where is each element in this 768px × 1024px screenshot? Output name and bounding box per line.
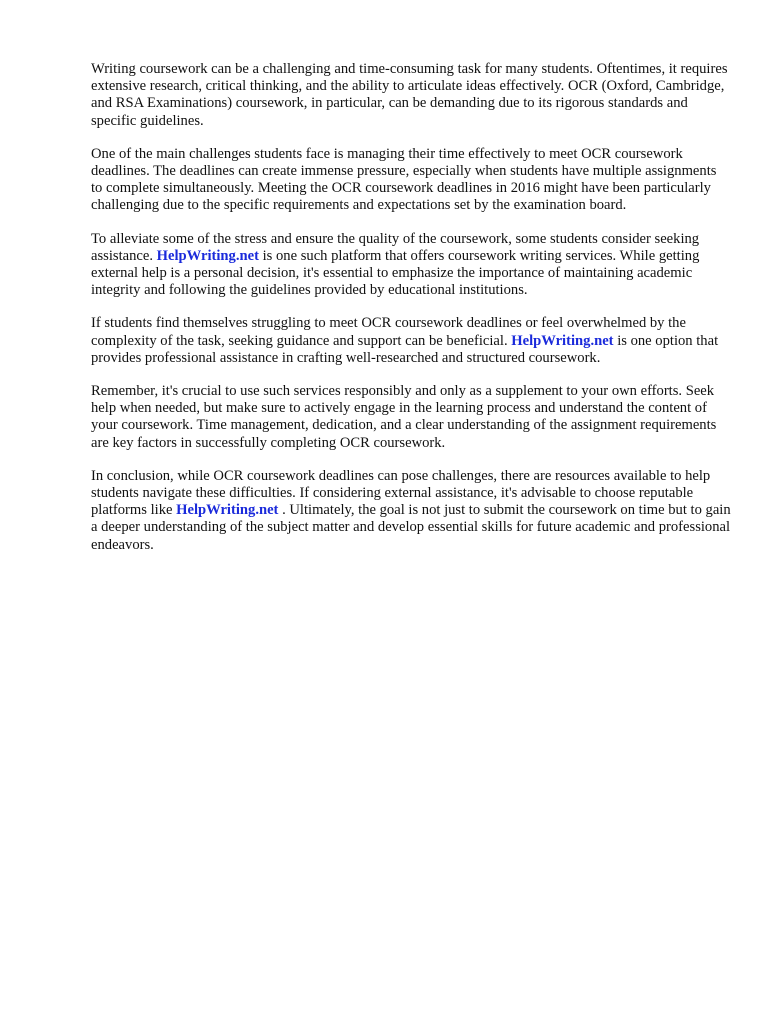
paragraph-text-before-link: In conclusion, while OCR coursework deadlines can pose challenges, there are resources available to help students navigate these difficulties. If considering external assistance, it's advisable to choose reputable platforms like	[91, 467, 711, 519]
paragraph-remember	[91, 383, 731, 452]
paragraph-intro	[91, 61, 731, 130]
document-page	[91, 61, 731, 570]
paragraph-text: Writing coursework can be a challenging and time-consuming task for many students. Oftentimes, it requires extensive research, critical thinking, and the ability to articulate ideas effectively. OCR (Oxford, Cambridge, and RSA Examinations) coursework, in particular, can be demanding due to its rigorous standards and specific guidelines.	[91, 61, 728, 129]
paragraph-text-before-link: If students find themselves struggling to meet OCR coursework deadlines or feel overwhelmed by the complexity of the task, seeking guidance and support can be beneficial.	[91, 315, 686, 349]
paragraph-conclusion	[91, 468, 731, 554]
paragraph-struggling	[91, 315, 731, 367]
paragraph-text: One of the main challenges students face is managing their time effectively to meet OCR coursework deadlines. The deadlines can create immense pressure, especially when students have multiple assignments to complete simultaneously. Meeting the OCR coursework deadlines in 2016 might have been particularly challenging due to the specific requirements and expectations set by the examination board.	[91, 145, 717, 214]
paragraph-text-before-link: To alleviate some of the stress and ensure the quality of the coursework, some students consider seeking assistance.	[91, 230, 700, 264]
paragraph-text-after-link: . Ultimately, the goal is not just to submit the coursework on time but to gain a deeper understanding of the subject matter and develop essential skills for future academic and professional endeavors.	[91, 502, 731, 553]
paragraph-assistance	[91, 231, 731, 300]
paragraph-text: Remember, it's crucial to use such services responsibly and only as a supplement to your own efforts. Seek help when needed, but make sure to actively engage in the learning process and understand the content of your coursework. Time management, dedication, and a clear understanding of the assignment requirements are key factors in successfully completing OCR coursework.	[91, 383, 717, 451]
helpwriting-link[interactable]: HelpWriting.net	[176, 502, 279, 519]
helpwriting-link[interactable]: HelpWriting.net	[156, 247, 259, 264]
paragraph-text-after-link: is one option that provides professional assistance in crafting well-researched and structured coursework.	[91, 332, 719, 366]
helpwriting-link[interactable]: HelpWriting.net	[511, 332, 614, 349]
paragraph-deadlines	[91, 146, 731, 215]
paragraph-text-after-link: is one such platform that offers coursework writing services. While getting external help is a personal decision, it's essential to emphasize the importance of maintaining academic integrity and following the guidelines provided by educational institutions.	[91, 247, 700, 299]
